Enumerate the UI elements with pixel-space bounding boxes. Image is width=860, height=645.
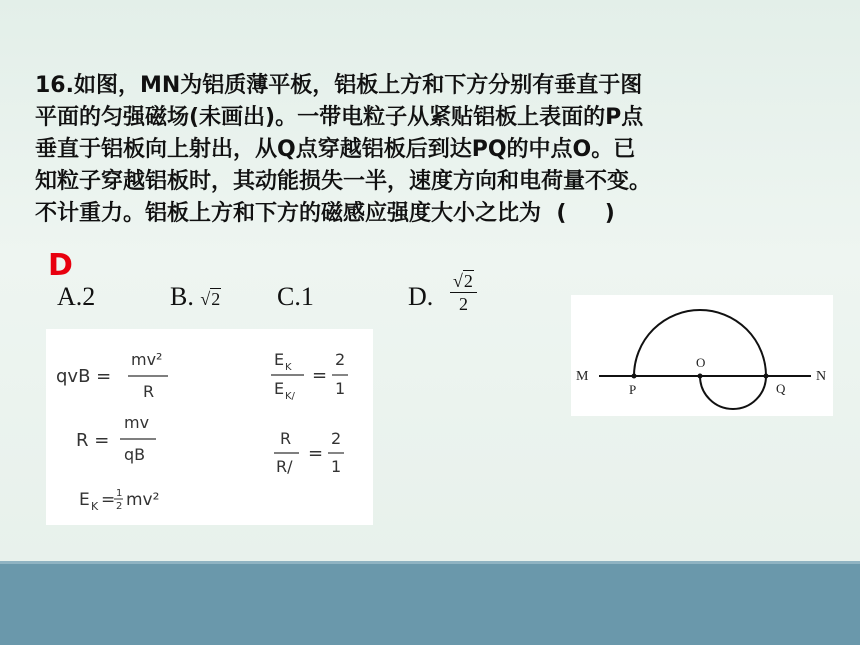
choice-d-fraction: $\frac{√2}{2}$ [450,270,477,315]
question-line-5: 不计重力。铝板上方和下方的磁感应强度大小之比为 ( ) [35,201,615,226]
choice-d: D. [408,282,434,311]
choice-c: C.1 [277,282,314,311]
question-line-4: 知粒子穿越铝板时，其动能损失一半，速度方向和电荷量不变。 [35,169,652,194]
formula-3-eq: = [101,490,116,510]
formula-svg [46,329,373,525]
ratio-1-rhs-den: 1 [335,379,346,398]
formula-3-frac-num: 1 [116,488,123,499]
ratio-2-den: R/ [276,457,293,476]
formula-3-sub: K [91,500,99,513]
footer-band [0,563,860,645]
label-p: P [629,382,637,397]
ratio-2-rhs-num: 2 [331,429,342,448]
point-o-dot [698,374,703,379]
svg-text:K/: K/ [285,391,295,402]
label-o: O [696,355,706,370]
formula-2-num: mv [124,413,150,432]
formula-3-frac-den: 2 [116,501,123,512]
label-q: Q [776,381,786,396]
answer-parentheses: ( ) [556,201,615,226]
physics-diagram [571,295,833,416]
ratio-2-num: R [280,429,292,448]
formula-1-den: R [143,382,155,401]
answer-mark: D [48,248,73,283]
formula-1-num: mv² [131,350,163,369]
sqrt-symbol: √2 [200,289,221,309]
svg-text:=: = [312,365,328,386]
question-line-1: 16.如图，MN为铝质薄平板，铝板上方和下方分别有垂直于图 [35,73,643,98]
formula-2-den: qB [124,445,146,464]
ratio-1-den: E [274,379,285,398]
ratio-1-rhs-num: 2 [335,350,346,369]
ratio-2-rhs-den: 1 [331,457,342,476]
choice-a: A.2 [57,282,96,311]
ratio-1-num: E [274,350,285,369]
question-line-2: 平面的匀强磁场(未画出)。一带电粒子从紧贴铝板上表面的P点 [35,105,644,130]
formula-2-lhs: R = [76,430,110,451]
point-q-dot [764,374,769,379]
formula-3-e: E [79,490,90,510]
lower-trajectory-arc [700,376,766,409]
point-p-dot [632,374,637,379]
question-number: 16. [35,73,74,98]
formula-box [46,329,373,525]
formula-3-tail: mv² [126,490,160,510]
choice-b: B. √2 [170,282,221,311]
svg-text:=: = [308,443,324,464]
svg-text:K: K [285,362,292,373]
question-line-3: 垂直于铝板向上射出，从Q点穿越铝板后到达PQ的中点O。已 [35,137,636,162]
diagram-svg [571,295,833,416]
label-n: N [816,369,827,384]
formula-1-lhs: qvB = [56,366,112,387]
question-text [35,70,835,230]
label-m: M [576,369,589,384]
